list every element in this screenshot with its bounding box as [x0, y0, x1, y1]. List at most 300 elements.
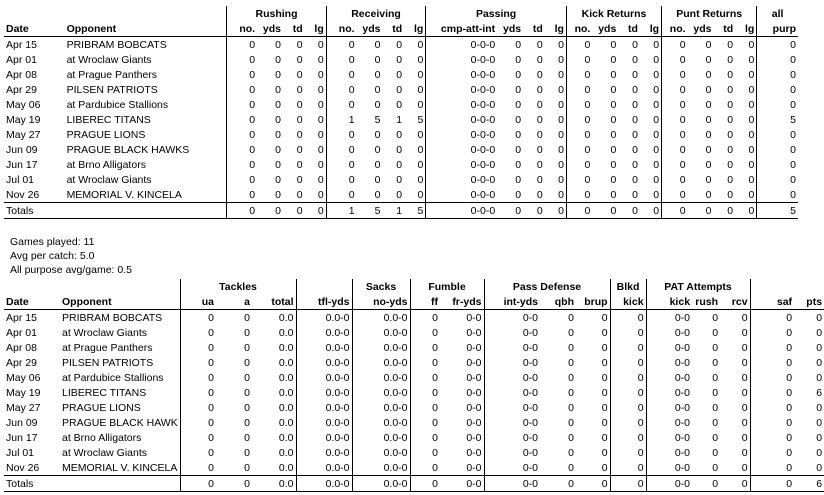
column-header: lg — [545, 21, 567, 37]
stat-cell: 0 — [374, 143, 381, 156]
stat-cell: 0 — [558, 113, 564, 126]
stat-cell: 0 — [692, 430, 720, 445]
stat-cell: 0 — [705, 53, 712, 66]
stat-cell: 0 — [692, 476, 720, 492]
stat-cell: 0 — [540, 310, 576, 326]
stat-cell: 0 — [545, 97, 567, 112]
stat-cell: 0 — [566, 157, 592, 172]
stat-cell: 0 — [662, 127, 688, 142]
stat-cell: 0 — [601, 326, 608, 339]
stat-cell: 0 — [692, 310, 720, 326]
stat-cell: 0 — [404, 187, 426, 203]
stat-cell: 0 — [227, 97, 257, 112]
column-header: int-yds — [484, 294, 540, 310]
stat-cell: 0 — [610, 355, 646, 370]
stat-cell: 0 — [662, 172, 688, 187]
stat-cell: 0 — [712, 446, 719, 459]
stat-cell: 0-0-0 — [426, 157, 497, 172]
stat-cell: 0 — [227, 127, 257, 142]
stat-cell: 0 — [417, 53, 424, 66]
stat-cell: 0 — [566, 52, 592, 67]
date-cell: May 19 — [6, 386, 41, 399]
stat-cell: 0 — [317, 53, 324, 66]
date-cell: May 27 — [4, 127, 65, 142]
stat-cell: 0 — [357, 97, 383, 112]
stat-cell: 0 — [757, 187, 798, 203]
stat-cell: 0 — [515, 53, 522, 66]
column-header-row — [4, 294, 824, 310]
stat-cell: 0 — [757, 97, 798, 112]
stat-cell: 0-0 — [484, 385, 540, 400]
stat-cell: 0 — [727, 113, 734, 126]
stat-cell: 0 — [568, 446, 574, 459]
column-header: yds — [688, 21, 714, 37]
table-row — [4, 430, 824, 445]
table-row — [4, 67, 798, 82]
stat-cell: 0 — [618, 157, 640, 172]
stat-cell: 0 — [592, 157, 618, 172]
stat-cell: 0-0 — [466, 356, 482, 369]
stat-cell: 0 — [618, 127, 640, 142]
stat-cell: 0 — [610, 400, 646, 415]
stat-cell: 5 — [404, 203, 426, 219]
stat-cell: 0-0 — [440, 400, 484, 415]
stat-cell: 0 — [296, 143, 303, 156]
stat-cell: 0.0-0 — [352, 340, 410, 355]
stat-cell: 0 — [410, 400, 440, 415]
stat-cell: 0 — [417, 173, 424, 186]
stat-cell: 0 — [357, 187, 383, 203]
stat-cell: 0 — [592, 97, 618, 112]
stat-cell: 0 — [688, 37, 714, 53]
stat-cell: 0 — [244, 356, 250, 369]
stat-cell: 0 — [296, 173, 303, 186]
stat-cell: 0 — [750, 325, 794, 340]
opponent-cell: PILSEN PATRIOTS — [66, 83, 158, 96]
stat-cell: 0-0 — [484, 476, 540, 492]
stat-cell: 0 — [576, 430, 610, 445]
date-cell: Jul 01 — [6, 446, 35, 459]
stat-cell: 0.0-0 — [352, 400, 410, 415]
stat-cell: 5 — [757, 112, 798, 127]
table-row — [4, 325, 824, 340]
stat-cell: 0 — [374, 83, 381, 96]
stat-cell: 0 — [592, 203, 618, 219]
opponent-cell: at Pardubice Stallions — [65, 97, 227, 112]
stat-cell: 0 — [640, 37, 662, 53]
date-cell: Apr 08 — [4, 67, 65, 82]
stat-cell: 0 — [523, 67, 545, 82]
stat-cell: 5 — [374, 113, 381, 126]
date-cell: Jun 17 — [4, 157, 65, 172]
date-cell: Apr 29 — [6, 356, 37, 369]
date-cell: Apr 08 — [4, 340, 60, 355]
opponent-cell: at Brno Alligators — [65, 157, 227, 172]
stat-cell: 0 — [568, 356, 574, 369]
stat-cell: 0 — [536, 53, 543, 66]
column-header: brup — [576, 294, 610, 310]
stat-cell: 5 — [417, 113, 424, 126]
stat-cell: 0 — [576, 310, 610, 326]
table-row — [4, 127, 798, 142]
column-header: ff — [410, 294, 440, 310]
stat-cell: 0 — [592, 187, 618, 203]
stat-cell: 1 — [383, 203, 405, 219]
stat-cell: 0 — [523, 157, 545, 172]
stat-cell: 0 — [536, 83, 543, 96]
column-header: lg — [735, 21, 757, 37]
stat-cell: 0 — [523, 127, 545, 142]
stat-cell: 0 — [741, 386, 748, 399]
group-rushing: Rushing — [227, 6, 326, 21]
stat-cell: 0 — [566, 112, 592, 127]
table-row — [4, 460, 824, 476]
stat-cell: 0 — [692, 340, 720, 355]
stat-cell: 0 — [592, 67, 618, 82]
date-cell: Totals — [4, 203, 65, 219]
opponent-cell: PRAGUE LIONS — [65, 127, 227, 142]
stat-cell: 0 — [662, 112, 688, 127]
date-cell: Apr 01 — [6, 53, 37, 66]
stat-cell: 0 — [576, 476, 610, 492]
stat-cell: 0 — [662, 37, 688, 53]
stat-cell: 0 — [662, 52, 688, 67]
stat-cell: 0 — [750, 385, 794, 400]
stat-cell: 0.0-0 — [352, 325, 410, 340]
stat-cell: 0 — [417, 83, 424, 96]
stat-cell: 0 — [180, 460, 216, 476]
stat-cell: 0-0 — [484, 310, 540, 326]
stat-cell: 0 — [750, 355, 794, 370]
stat-cell: 0 — [794, 340, 824, 355]
stat-cell: 0 — [383, 37, 405, 53]
stat-cell: 0 — [180, 340, 216, 355]
stat-cell: 0 — [404, 157, 426, 172]
stat-cell: 0 — [326, 67, 356, 82]
stat-cell: 0.0-0 — [352, 355, 410, 370]
table-row — [4, 97, 798, 112]
stat-cell: 0 — [741, 446, 748, 459]
stat-cell: 0 — [257, 67, 283, 82]
stat-cell: 0 — [257, 187, 283, 203]
stat-cell: 0.0-0 — [296, 340, 352, 355]
table-row — [4, 142, 798, 157]
group-kick-returns: Kick Returns — [566, 6, 661, 21]
stat-cell: 5 — [757, 203, 798, 219]
group-punt-returns: Punt Returns — [662, 6, 757, 21]
stat-cell: 0 — [216, 370, 252, 385]
stat-cell: 0 — [227, 82, 257, 97]
stat-cell: 0 — [714, 97, 736, 112]
stat-cell: 0-0 — [440, 310, 484, 326]
stat-cell: 1 — [396, 113, 403, 126]
table-row — [4, 385, 824, 400]
stat-cell: 0 — [257, 157, 283, 172]
stat-cell: 0 — [757, 127, 798, 142]
stat-cell: 0-0-0 — [426, 127, 497, 142]
stat-cell: 0 — [523, 187, 545, 203]
stat-cell: 0-0 — [484, 340, 540, 355]
column-header: fr-yds — [440, 294, 484, 310]
stat-cell: 0 — [523, 37, 545, 53]
stat-cell: 0 — [305, 97, 327, 112]
stat-cell: 0 — [283, 97, 305, 112]
stat-cell: 0 — [410, 325, 440, 340]
group-pat-attempts: PAT Attempts — [646, 279, 750, 294]
stat-cell: 0 — [523, 97, 545, 112]
stat-cell: 0 — [383, 97, 405, 112]
stat-cell: 0 — [610, 325, 646, 340]
stat-cell: 0 — [712, 416, 719, 429]
stat-cell: 0 — [326, 187, 356, 203]
stat-cell: 0 — [305, 157, 327, 172]
column-header: td — [283, 21, 305, 37]
stat-cell: 0 — [640, 127, 662, 142]
stat-cell: 0 — [275, 53, 282, 66]
date-cell: Apr 15 — [4, 37, 65, 53]
stat-cell: 0 — [545, 127, 567, 142]
stat-cell: 0-0 — [646, 445, 692, 460]
stat-cell: 0 — [735, 187, 757, 203]
stat-cell: 0.0 — [252, 340, 296, 355]
stat-cell: 0 — [404, 97, 426, 112]
stat-cell: 0.0-0 — [296, 415, 352, 430]
stat-cell: 0 — [383, 187, 405, 203]
stat-cell: 0-0 — [646, 370, 692, 385]
column-header: td — [714, 21, 736, 37]
table-row — [4, 310, 824, 326]
stat-cell: 0.0-0 — [296, 385, 352, 400]
stat-cell: 0 — [757, 67, 798, 82]
stat-cell: 0 — [662, 97, 688, 112]
stat-cell: 0 — [592, 127, 618, 142]
date-cell: Jul 01 — [6, 173, 35, 186]
stat-cell: 0 — [558, 143, 564, 156]
stat-cell: 0 — [794, 430, 824, 445]
stat-cell: 0 — [632, 113, 638, 126]
stat-cell: 0-0 — [466, 386, 482, 399]
stat-cell: 0 — [816, 416, 823, 429]
stat-cell: 0-0-0 — [426, 37, 497, 53]
stat-cell: 0 — [692, 400, 720, 415]
stat-cell: 0 — [601, 356, 608, 369]
stat-cell: 0 — [180, 400, 216, 415]
stat-cell: 0-0 — [466, 446, 482, 459]
stat-cell: 0 — [545, 67, 567, 82]
column-header: no. — [227, 21, 257, 37]
season-summary — [10, 235, 132, 277]
stat-cell: 0.0 — [278, 356, 294, 369]
stat-cell: 0 — [275, 83, 282, 96]
stat-cell: 0 — [720, 430, 750, 445]
date-cell: May 06 — [4, 97, 65, 112]
stat-cell: 0 — [566, 142, 592, 157]
stat-cell: 0 — [497, 157, 523, 172]
column-header: yds — [592, 21, 618, 37]
stat-cell: 0 — [515, 83, 522, 96]
stat-cell: 0 — [410, 445, 440, 460]
stat-cell: 0 — [216, 310, 252, 326]
stat-cell: 0 — [720, 400, 750, 415]
stat-cell: 0 — [244, 326, 250, 339]
stat-cell: 0 — [410, 460, 440, 476]
stat-cell: 0 — [720, 460, 750, 476]
stat-cell: 0.0-0 — [352, 415, 410, 430]
stat-cell: 0 — [227, 67, 257, 82]
stat-cell: 0 — [275, 173, 282, 186]
stat-cell: 0-0 — [440, 476, 484, 492]
stat-cell: 0 — [662, 203, 688, 219]
stat-cell: 0 — [735, 37, 757, 53]
stat-cell: 0 — [296, 83, 303, 96]
stat-cell: 0 — [296, 113, 303, 126]
column-header: td — [618, 21, 640, 37]
column-header: qbh — [540, 294, 576, 310]
stat-cell: 0-0 — [646, 460, 692, 476]
column-header: rush — [692, 294, 720, 310]
stat-cell: 0 — [566, 203, 592, 219]
date-cell: Jun 17 — [4, 430, 60, 445]
stat-cell: 0 — [180, 385, 216, 400]
stat-cell: 0 — [735, 157, 757, 172]
date-cell: Jun 09 — [6, 416, 38, 429]
stat-cell: 0 — [497, 67, 523, 82]
table-row — [4, 370, 824, 385]
stat-cell: 0.0-0 — [296, 445, 352, 460]
group-passing: Passing — [426, 6, 567, 21]
opponent-cell: at Wroclaw Giants — [62, 446, 147, 459]
stat-cell: 0 — [748, 113, 755, 126]
date-cell: May 06 — [4, 370, 60, 385]
stat-cell: 0 — [566, 82, 592, 97]
stat-cell: 0 — [326, 52, 356, 67]
stat-cell: 0 — [383, 127, 405, 142]
stat-cell: 0 — [576, 460, 610, 476]
stat-cell: 0 — [410, 476, 440, 492]
stat-cell: 0 — [714, 127, 736, 142]
stat-cell: 0 — [757, 82, 798, 97]
stat-cell: 0 — [610, 385, 646, 400]
stat-cell: 0 — [257, 127, 283, 142]
group-receiving: Receiving — [326, 6, 426, 21]
stat-cell: 0 — [653, 53, 660, 66]
column-header: ua — [180, 294, 216, 310]
stat-cell: 0 — [283, 37, 305, 53]
stat-cell: 0 — [705, 173, 712, 186]
stat-cell: 0-0 — [646, 476, 692, 492]
stat-cell: 0 — [305, 187, 327, 203]
stat-cell: 0.0-0 — [296, 325, 352, 340]
stat-cell: 0.0-0 — [352, 385, 410, 400]
stat-cell: 0 — [735, 127, 757, 142]
stat-cell: 0-0 — [466, 416, 482, 429]
opponent-cell — [65, 203, 227, 219]
stat-cell: 0 — [275, 143, 282, 156]
stat-cell: 0.0 — [278, 326, 294, 339]
column-header: purp — [757, 21, 798, 37]
column-header: total — [252, 294, 296, 310]
stat-cell: 0 — [317, 113, 324, 126]
stat-cell: 0 — [374, 173, 381, 186]
stat-cell: 0 — [515, 113, 522, 126]
stat-cell: 0 — [610, 53, 617, 66]
stat-cell: 0 — [283, 187, 305, 203]
stat-cell: 6 — [816, 386, 823, 399]
table-row — [4, 157, 798, 172]
table-row — [4, 82, 798, 97]
stat-cell: 0 — [712, 356, 719, 369]
opponent-cell: LIBEREC TITANS — [62, 386, 147, 399]
stat-cell: 0 — [374, 53, 381, 66]
table-row — [4, 355, 824, 370]
stat-cell: 0 — [653, 173, 660, 186]
stat-cell: 0 — [357, 37, 383, 53]
stat-cell: 0 — [750, 400, 794, 415]
column-header-row — [4, 21, 798, 37]
stat-cell: 0 — [618, 67, 640, 82]
stat-cell: 0.0-0 — [296, 355, 352, 370]
stat-cell: 0 — [727, 83, 734, 96]
stat-cell: 0 — [610, 445, 646, 460]
avg-per-catch: Avg per catch: 5.0 — [10, 250, 95, 262]
stat-cell: 0 — [714, 37, 736, 53]
column-header: a — [216, 294, 252, 310]
table-row — [4, 112, 798, 127]
stat-cell: 0 — [741, 356, 748, 369]
stat-cell: 0 — [705, 83, 712, 96]
stat-cell: 0 — [244, 446, 250, 459]
column-header: td — [523, 21, 545, 37]
stat-cell: 0 — [741, 326, 748, 339]
stat-cell: 0 — [227, 112, 257, 127]
stat-cell: 0 — [283, 157, 305, 172]
stat-cell: 0 — [275, 113, 282, 126]
opponent-cell: at Wroclaw Giants — [62, 326, 147, 339]
stat-cell: 0 — [714, 67, 736, 82]
date-cell: Apr 15 — [4, 310, 60, 326]
stat-cell: 0 — [540, 370, 576, 385]
stat-cell: 0-0-0 — [426, 112, 497, 127]
stat-cell: 0 — [326, 97, 356, 112]
stat-cell: 0.0 — [252, 476, 296, 492]
stat-cell: 0 — [688, 157, 714, 172]
group-blkd: Blkd — [610, 279, 646, 294]
opponent-cell: at Wroclaw Giants — [66, 53, 152, 66]
stat-cell: 0.0-0 — [352, 445, 410, 460]
opponent-cell: PRIBRAM BOBCATS — [65, 37, 227, 53]
stat-cell: 0 — [816, 356, 823, 369]
date-cell: Nov 26 — [4, 187, 65, 203]
stat-cell: 0 — [576, 400, 610, 415]
column-header: Opponent — [65, 21, 227, 37]
stat-cell: 0.0 — [278, 446, 294, 459]
group-pass-defense: Pass Defense — [484, 279, 610, 294]
stat-cell: 0 — [750, 476, 794, 492]
stat-cell: 0.0 — [252, 430, 296, 445]
stat-cell: 0 — [618, 187, 640, 203]
stat-cell: 0 — [216, 460, 252, 476]
stat-cell: 0 — [383, 67, 405, 82]
stat-cell: 0 — [545, 157, 567, 172]
stat-cell: 0 — [632, 173, 638, 186]
stat-cell: 0 — [727, 173, 734, 186]
stat-cell: 0 — [610, 83, 617, 96]
stat-cell: 0 — [566, 187, 592, 203]
stat-cell: 0 — [750, 310, 794, 326]
stat-cell: 0 — [216, 340, 252, 355]
stat-cell: 1 — [326, 112, 356, 127]
stat-cell: 0 — [357, 157, 383, 172]
